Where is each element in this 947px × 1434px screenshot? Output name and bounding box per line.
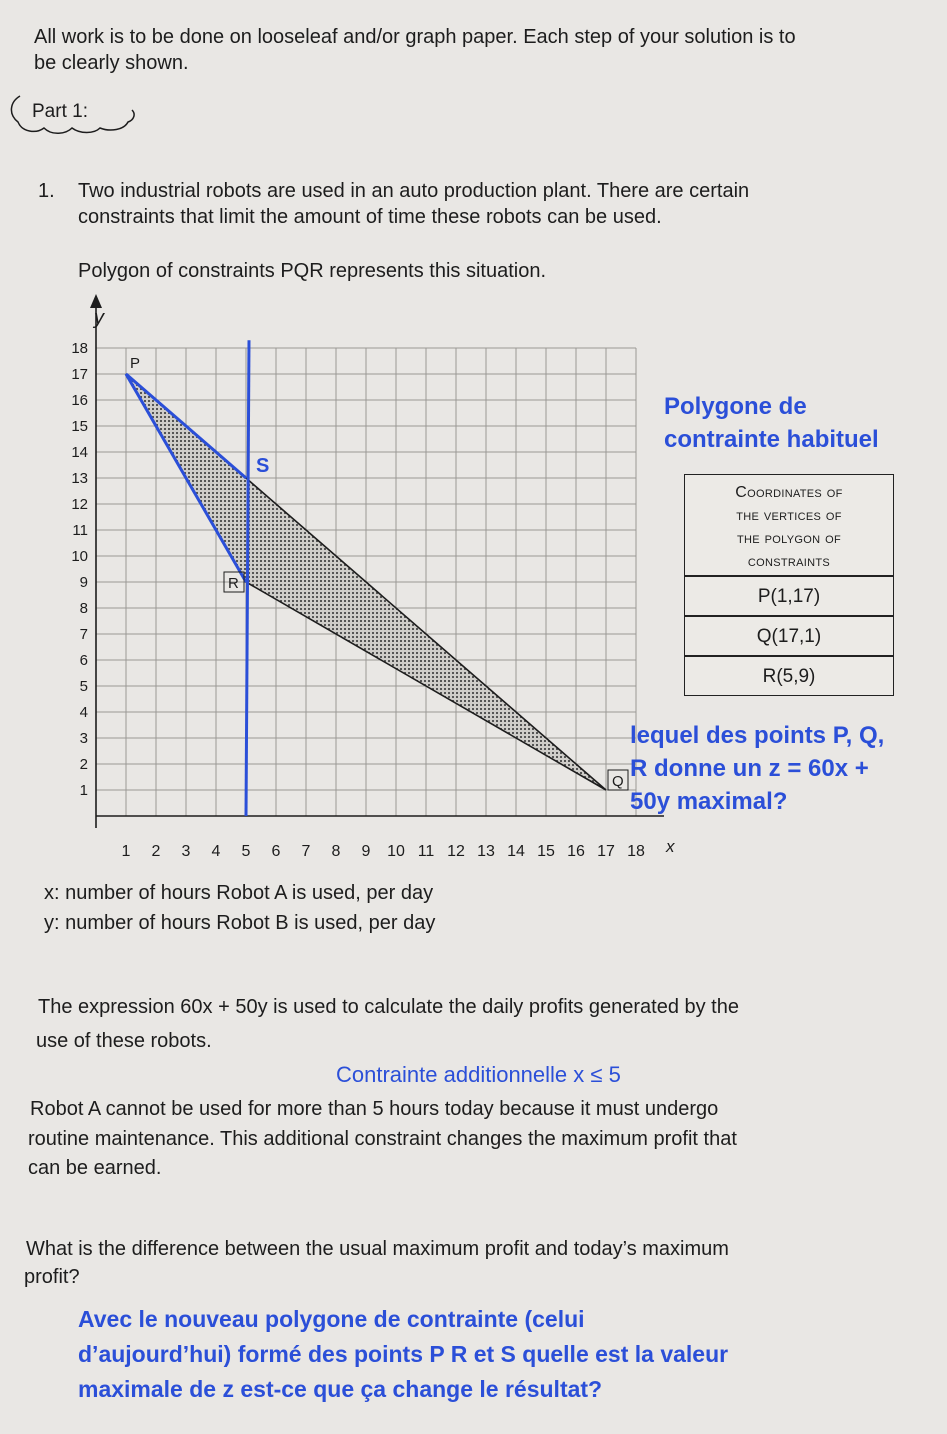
x-tick-label: 17 [597, 843, 615, 860]
part-label: Part 1: [32, 101, 88, 122]
x-tick-label: 4 [211, 843, 221, 860]
annotation-final-line-3: maximale de z est-ce que ça change le résultat? [78, 1376, 603, 1402]
vertices-table-header-line: the polygon of [737, 530, 841, 547]
x-tick-label: 2 [151, 843, 161, 860]
x-tick-label: 11 [417, 843, 435, 860]
instructions-line-2: be clearly shown. [34, 52, 189, 74]
y-tick-label: 4 [79, 704, 88, 721]
y-tick-label: 11 [72, 522, 88, 539]
point-label-r: R [228, 575, 239, 592]
x-tick-label: 5 [241, 843, 251, 860]
y-tick-label: 16 [71, 392, 88, 409]
vertices-table-row: R(5,9) [762, 666, 816, 687]
difference-question-line-1: What is the difference between the usual maximum profit and today’s maximum [26, 1238, 729, 1260]
robot-text-line-2: routine maintenance. This additional constraint changes the maximum profit that [28, 1128, 737, 1150]
annotation-polygon-line-1: Polygone de [664, 393, 807, 420]
y-tick-label: 7 [79, 626, 88, 643]
x-tick-label: 16 [567, 843, 585, 860]
annotation-constraint: Contrainte additionnelle x ≤ 5 [336, 1062, 621, 1087]
y-tick-label: 15 [71, 418, 88, 435]
y-tick-label: 18 [71, 340, 88, 357]
y-tick-label: 6 [79, 652, 88, 669]
y-axis-description: y: number of hours Robot B is used, per day [44, 912, 436, 934]
x-tick-label: 13 [477, 843, 495, 860]
graph-point-labels [130, 355, 628, 790]
y-tick-label: 13 [71, 470, 88, 487]
y-tick-label: 1 [79, 782, 88, 799]
vertices-table-header-line: constraints [747, 553, 831, 570]
annotation-final-line-2: d’aujourd’hui) formé des points P R et S quelle est la valeur [78, 1341, 729, 1367]
y-tick-label: 3 [79, 730, 88, 747]
y-axis-label: y [94, 307, 104, 329]
polygon-sentence: Polygon of constraints PQR represents this situation. [78, 260, 547, 282]
question-line-2: constraints that limit the amount of time these robots can be used. [78, 206, 662, 228]
vertices-table [684, 474, 894, 696]
instructions-line-1: All work is to be done on looseleaf and/or graph paper. Each step of your solution is to [34, 26, 796, 48]
x-tick-label: 6 [271, 843, 281, 860]
expression-line-2: use of these robots. [36, 1030, 212, 1052]
point-label-p: P [130, 355, 141, 372]
x-tick-label: 14 [507, 843, 525, 860]
robot-text-line-3: can be earned. [28, 1157, 162, 1179]
expression-line-1: The expression 60x + 50y is used to calculate the daily profits generated by the [38, 996, 739, 1018]
x-tick-label: 15 [537, 843, 555, 860]
y-axis-arrow [90, 294, 102, 308]
question-number: 1. [38, 180, 55, 202]
annotation-question-line-3: 50y maximal? [630, 788, 788, 815]
x-tick-label: 18 [627, 843, 645, 860]
y-tick-label: 10 [71, 548, 88, 565]
x-axis-label: x [666, 837, 675, 856]
question-line-1: Two industrial robots are used in an auto production plant. There are certain [78, 180, 750, 202]
point-label-s: S [256, 455, 270, 477]
y-tick-label: 8 [79, 600, 88, 617]
annotation-final-line-1: Avec le nouveau polygone de contrainte (celui [78, 1306, 585, 1332]
y-tick-label: 14 [71, 444, 88, 461]
x-tick-label: 7 [301, 843, 311, 860]
x-tick-label: 1 [121, 843, 131, 860]
vertices-table-row: Q(17,1) [685, 617, 893, 657]
robot-text-line-1: Robot A cannot be used for more than 5 hours today because it must undergo [30, 1098, 719, 1120]
vertices-table-header [685, 475, 893, 577]
x-tick-label: 12 [447, 843, 465, 860]
x-tick-label: 8 [331, 843, 341, 860]
annotation-question-line-2: R donne un z = 60x + [630, 755, 869, 782]
y-tick-label: 9 [79, 574, 88, 591]
y-tick-label: 17 [71, 366, 88, 383]
x-tick-label: 9 [361, 843, 371, 860]
y-tick-label: 5 [79, 678, 88, 695]
x-tick-label: 3 [181, 843, 191, 860]
vertices-table-row: P(1,17) [685, 577, 893, 617]
annotation-polygon-line-2: contrainte habituel [664, 426, 879, 453]
vertices-table-header-line: the vertices of [736, 507, 842, 524]
x-tick-label: 10 [387, 843, 405, 860]
point-label-q: Q [612, 773, 624, 790]
vertices-table-header-line: Coordinates of [735, 484, 843, 501]
y-tick-label: 12 [71, 496, 88, 513]
x-axis-description: x: number of hours Robot A is used, per day [44, 882, 434, 904]
difference-question-line-2: profit? [24, 1266, 80, 1288]
y-tick-label: 2 [79, 756, 88, 773]
annotation-question-line-1: lequel des points P, Q, [630, 722, 885, 749]
